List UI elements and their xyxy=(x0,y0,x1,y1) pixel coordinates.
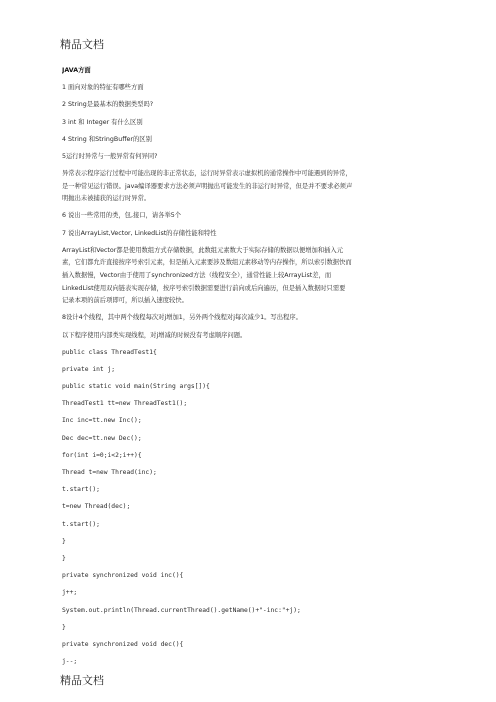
paragraph-line: 插入数据慢，Vector由于使用了synchronized方法（线程安全），通常性能上较ArrayList差，而 xyxy=(62,272,332,279)
code-line: System.out.println(Thread.currentThread().getName()+"-inc:"+j); xyxy=(62,606,301,614)
code-line: for(int i=0;i<2;i++){ xyxy=(62,451,142,459)
paragraph-line: 明抛出未被捕获的运行时异常。 xyxy=(62,195,151,203)
code-line: ThreadTest1 tt=new ThreadTest1(); xyxy=(62,400,188,408)
paragraph-line: 记录本项的前后项即可，所以插入速度较快。 xyxy=(62,297,188,305)
paragraph-line: ArrayList和Vector都是使用数组方式存储数据，此数组元素数大于实际存储的数据以便增加和插入元 xyxy=(62,246,344,254)
code-line: t=new Thread(dec); xyxy=(62,503,131,511)
code-line: public static void main(String args[]){ xyxy=(62,383,210,391)
page-footer-watermark: 精品文档 xyxy=(60,674,104,687)
document-body xyxy=(62,66,442,674)
question-3: 3 int 和 Integer 有什么区别 xyxy=(62,118,143,126)
code-line: private synchronized void dec(){ xyxy=(62,640,184,648)
code-line: j--; xyxy=(62,658,78,666)
question-7: 7 说出ArrayList,Vector, LinkedList的存储性能和特性 xyxy=(62,229,217,237)
question-6: 6 说出一些常用的类，包,接口，请各举5个 xyxy=(62,212,182,220)
code-line: private int j; xyxy=(62,365,116,373)
question-2: 2 String是最基本的数据类型吗? xyxy=(62,101,154,109)
question-8-note: 以下程序使用内部类实现线程，对j增减的时候没有考虑顺序问题。 xyxy=(62,331,247,339)
paragraph-line: 异常表示程序运行过程中可能出现的非正常状态，运行时异常表示虚拟机的通常操作中可能遇到的异常， xyxy=(62,170,352,178)
question-1: 1 面向对象的特征有哪些方面 xyxy=(62,84,144,92)
paragraph-line: 素，它们都允许直接按序号索引元素，但是插入元素要涉及数组元素移动等内存操作，所以索引数据快而 xyxy=(62,259,352,267)
code-line: t.start(); xyxy=(62,520,100,528)
code-line: } xyxy=(62,623,66,631)
question-8: 8设计4个线程，其中两个线程每次对j增加1，另外两个线程对j每次减少1。写出程序。 xyxy=(62,314,302,322)
page-header-watermark: 精品文档 xyxy=(60,38,104,51)
code-line: public class ThreadTest1{ xyxy=(62,348,157,356)
code-line: } xyxy=(62,537,66,545)
question-5: 5运行时异常与一般异常有何异同? xyxy=(62,152,158,160)
question-4: 4 String 和StringBuffer的区别 xyxy=(62,135,152,143)
section-title: JAVA方面 xyxy=(62,67,91,74)
code-line: Inc inc=tt.new Inc(); xyxy=(62,417,142,425)
answer-5-paragraph xyxy=(62,169,442,204)
answer-7-paragraph xyxy=(62,246,442,307)
paragraph-line: 是一种常见运行错误。java编译器要求方法必须声明抛出可能发生的非运行时异常，但是并不要求必须声 xyxy=(62,182,353,190)
code-line: t.start(); xyxy=(62,486,100,494)
code-line: Dec dec=tt.new Dec(); xyxy=(62,434,142,442)
code-line: Thread t=new Thread(inc); xyxy=(62,469,157,477)
code-line: private synchronized void inc(){ xyxy=(62,572,184,580)
code-block xyxy=(62,348,442,668)
code-line: j++; xyxy=(62,589,78,597)
paragraph-line: LinkedList使用双向链表实现存储，按序号索引数据需要进行前向或后向遍历，但是插入数据时只需要 xyxy=(62,284,346,292)
code-line: } xyxy=(62,554,66,562)
